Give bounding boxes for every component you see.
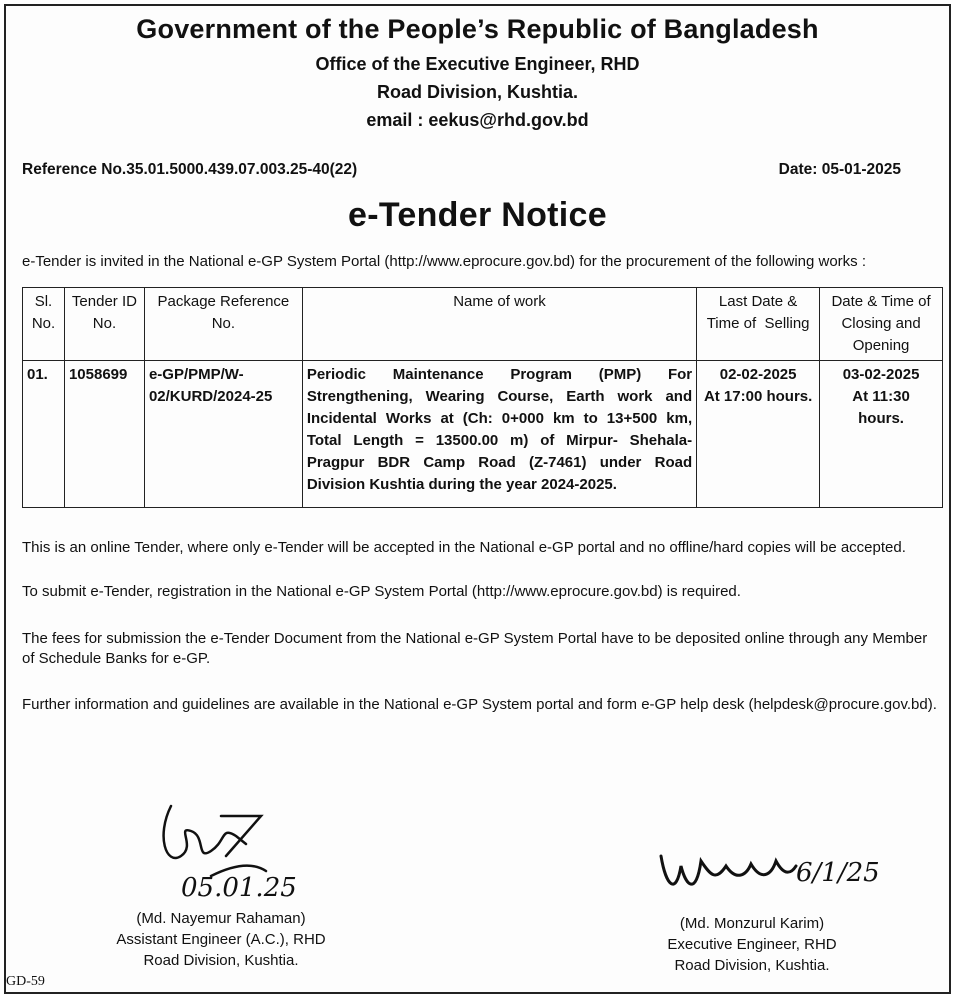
cell-package: e-GP/PMP/W- 02/KURD/2024-25 (144, 361, 302, 508)
col-header-last-date: Last Date & Time of Selling (697, 288, 820, 361)
online-tender-paragraph: This is an online Tender, where only e-Tender will be accepted in the National e-GP portal and no offline/hard copies will be accepted. (22, 539, 906, 556)
right-signatory-office: Road Division, Kushtia. (674, 957, 830, 974)
email-line: email : eekus@rhd.gov.bd (366, 110, 589, 130)
right-signatory-name: (Md. Monzurul Karim) (679, 915, 825, 932)
intro-text: e-Tender is invited in the National e-GP System Portal (http://www.eprocure.gov.bd) for the procurement of the following works : (22, 253, 867, 270)
right-signatory-designation: Executive Engineer, RHD (667, 936, 837, 953)
cell-last-date: 02-02-2025 At 17:00 hours. (697, 361, 820, 508)
registration-paragraph: To submit e-Tender, registration in the National e-GP System Portal (http://www.eprocure.gov.bd) is required. (22, 583, 741, 600)
left-signature (151, 796, 301, 906)
footer-code: GD-59 (6, 974, 45, 989)
government-heading: Government of the People’s Republic of Bangladesh (136, 14, 819, 44)
left-signatory-office: Road Division, Kushtia. (143, 952, 299, 969)
left-signatory-designation: Assistant Engineer (A.C.), RHD (116, 931, 326, 948)
cell-tender-id: 1058699 (64, 361, 144, 508)
col-header-name: Name of work (302, 288, 696, 361)
notice-date: Date: 05-01-2025 (778, 161, 901, 178)
cell-name-of-work: Periodic Maintenance Program (PMP) For Strengthening, Wearing Course, Earth work and Incidental Works at (Ch: 0+000 km to 13+500 km, Total Length = 13500.00 m) of Mirpur- Shehala-Pragpur BDR Camp Road (Z-7461) under Road Division Kushtia during the year 2024-2025. (302, 361, 696, 508)
col-header-package: Package Reference No. (144, 288, 302, 361)
tender-table (22, 287, 943, 508)
table-row (23, 361, 943, 508)
division-heading: Road Division, Kushtia. (376, 82, 579, 102)
col-header-sl: Sl. No. (23, 288, 65, 361)
left-signature-date: 05.01.25 (181, 873, 297, 903)
right-signatory-block (602, 913, 902, 976)
page-title: e-Tender Notice (348, 196, 607, 234)
left-signatory-block (71, 908, 371, 971)
further-info-paragraph: Further information and guidelines are available in the National e-GP System portal and form e-GP help desk (helpdesk@procure.gov.bd). (22, 696, 937, 713)
fees-paragraph: The fees for submission the e-Tender Document from the National e-GP System Portal have to be deposited online through any Member of Schedule Banks for e-GP. (22, 630, 928, 667)
reference-number: Reference No.35.01.5000.439.07.003.25-40(22) (22, 161, 358, 178)
table-header-row (23, 288, 943, 361)
col-header-closing: Date & Time of Closing and Opening (820, 288, 943, 361)
office-heading: Office of the Executive Engineer, RHD (315, 54, 640, 74)
left-signatory-name: (Md. Nayemur Rahaman) (136, 910, 306, 927)
col-header-tender-id: Tender ID No. (64, 288, 144, 361)
right-signature (646, 826, 886, 906)
cell-closing: 03-02-2025 At 11:30 hours. (820, 361, 943, 508)
right-signature-date: 6/1/25 (796, 858, 880, 888)
cell-sl: 01. (23, 361, 65, 508)
tender-notice-page (4, 4, 951, 994)
